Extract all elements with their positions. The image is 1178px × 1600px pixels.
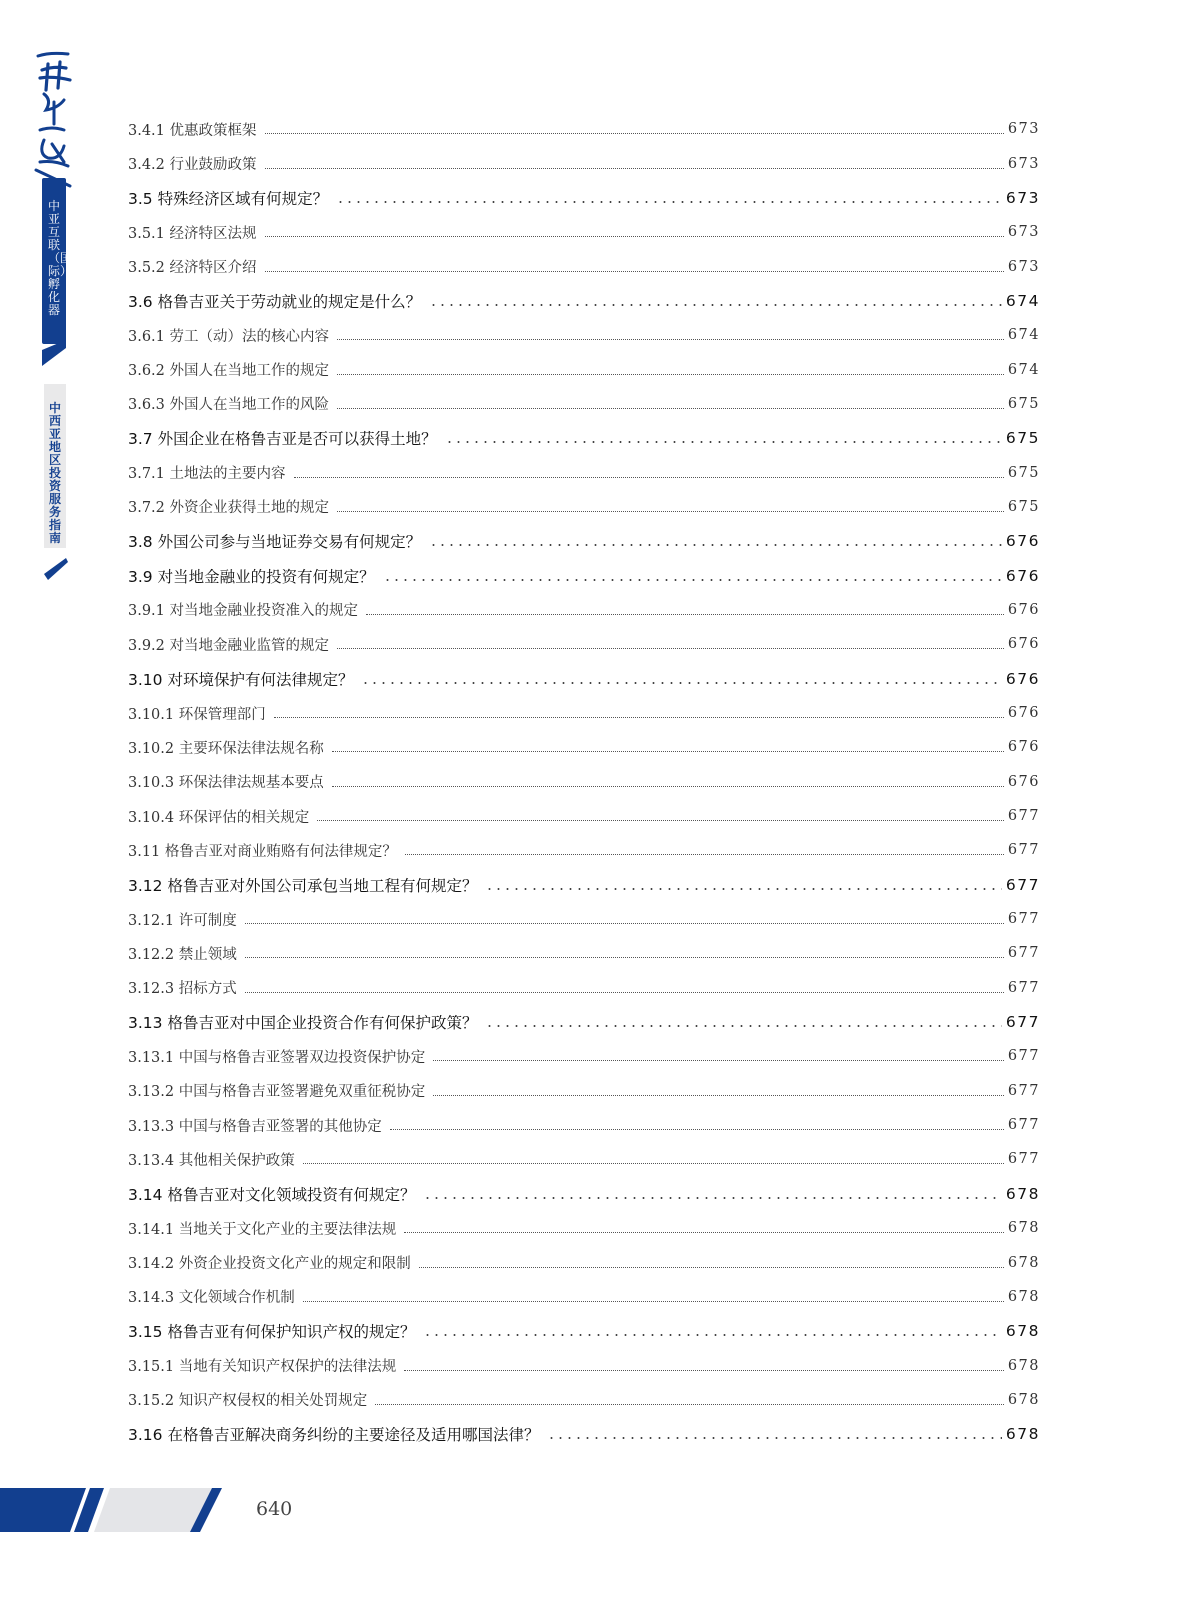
toc-entry[interactable] — [128, 318, 1040, 352]
toc-entry-title: 3.9.2 对当地金融业监管的规定 — [128, 637, 330, 654]
toc-dot-leader — [303, 1300, 1004, 1302]
toc-entry-page: 673 — [1005, 188, 1040, 207]
toc-entry[interactable] — [128, 1074, 1040, 1108]
toc-entry[interactable] — [128, 1383, 1040, 1417]
toc-entry[interactable] — [128, 1142, 1040, 1176]
toc-entry-title: 3.12.2 禁止领域 — [128, 946, 237, 963]
toc-entry-title: 3.13.3 中国与格鲁吉亚签署的其他协定 — [128, 1118, 382, 1135]
toc-entry-title: 3.11 格鲁吉亚对商业贿赂有何法律规定？ — [128, 843, 397, 860]
sidebar-section-guide-text: 中西亚地区投资服务指南 — [49, 401, 62, 545]
toc-entry[interactable] — [128, 146, 1040, 180]
table-of-contents — [128, 112, 1040, 1451]
toc-entry-page: 677 — [1007, 1151, 1040, 1168]
toc-entry-title: 3.16 在格鲁吉亚解决商务纠纷的主要途径及适用哪国法律？ — [128, 1426, 540, 1445]
toc-entry-title: 3.6.2 外国人在当地工作的规定 — [128, 363, 330, 380]
toc-dot-leader — [485, 888, 1001, 890]
toc-entry[interactable] — [128, 936, 1040, 970]
toc-entry-page: 678 — [1007, 1357, 1040, 1374]
toc-entry-title: 3.10.1 环保管理部门 — [128, 706, 266, 723]
toc-entry-title: 3.5.2 经济特区介绍 — [128, 260, 257, 277]
toc-entry-title: 3.15.1 当地有关知识产权保护的法律法规 — [128, 1359, 397, 1376]
toc-dot-leader — [547, 1437, 1001, 1439]
toc-entry[interactable] — [128, 730, 1040, 764]
toc-dot-leader — [375, 1403, 1004, 1405]
toc-entry-page: 676 — [1007, 773, 1040, 790]
sidebar-section-incubator — [42, 178, 73, 344]
toc-entry-title: 3.15 格鲁吉亚有何保护知识产权的规定？ — [128, 1323, 416, 1342]
toc-entry[interactable] — [128, 1039, 1040, 1073]
toc-entry-page: 674 — [1007, 361, 1040, 378]
toc-entry-page: 676 — [1007, 636, 1040, 653]
toc-entry[interactable] — [128, 249, 1040, 283]
toc-entry-page: 674 — [1007, 327, 1040, 344]
toc-entry-page: 678 — [1007, 1391, 1040, 1408]
toc-entry[interactable] — [128, 524, 1040, 558]
toc-entry[interactable] — [128, 799, 1040, 833]
toc-entry[interactable] — [128, 868, 1040, 902]
toc-dot-leader — [332, 750, 1004, 752]
toc-entry-title: 3.5.1 经济特区法规 — [128, 225, 257, 242]
toc-entry[interactable] — [128, 352, 1040, 386]
toc-entry-page: 677 — [1007, 945, 1040, 962]
toc-entry-title: 3.14.2 外资企业投资文化产业的规定和限制 — [128, 1256, 411, 1273]
toc-dot-leader — [337, 373, 1004, 375]
sidebar-section-incubator-text: 中亚互联（国际）孵化器 — [48, 199, 73, 317]
toc-entry-title: 3.7.1 土地法的主要内容 — [128, 466, 286, 483]
toc-entry-page: 676 — [1007, 705, 1040, 722]
toc-dot-leader — [337, 407, 1004, 409]
toc-entry-page: 677 — [1005, 875, 1040, 894]
toc-entry[interactable] — [128, 662, 1040, 696]
toc-entry-title: 3.15.2 知识产权侵权的相关处罚规定 — [128, 1393, 368, 1410]
toc-entry-title: 3.4.2 行业鼓励政策 — [128, 157, 257, 174]
toc-dot-leader — [317, 819, 1004, 821]
toc-entry-title: 3.7.2 外资企业获得土地的规定 — [128, 500, 330, 517]
toc-entry-page: 678 — [1007, 1220, 1040, 1237]
toc-entry-title: 3.12.3 招标方式 — [128, 981, 237, 998]
toc-entry[interactable] — [128, 1348, 1040, 1382]
toc-entry-page: 673 — [1007, 155, 1040, 172]
toc-dot-leader — [332, 785, 1004, 787]
footer-stripe-bar — [0, 1488, 230, 1532]
toc-entry-title: 3.9.1 对当地金融业投资准入的规定 — [128, 603, 359, 620]
toc-entry-title: 3.13.1 中国与格鲁吉亚签署双边投资保护协定 — [128, 1049, 426, 1066]
toc-dot-leader — [337, 647, 1004, 649]
toc-entry-title: 3.6.3 外国人在当地工作的风险 — [128, 397, 330, 414]
toc-entry[interactable] — [128, 284, 1040, 318]
toc-dot-leader — [433, 1094, 1004, 1096]
toc-entry[interactable] — [128, 558, 1040, 592]
toc-entry[interactable] — [128, 902, 1040, 936]
toc-entry[interactable] — [128, 112, 1040, 146]
toc-entry-page: 675 — [1007, 498, 1040, 515]
toc-entry-page: 675 — [1005, 429, 1040, 448]
decorative-slash — [42, 340, 66, 366]
toc-dot-leader — [404, 1369, 1004, 1371]
toc-entry-page: 673 — [1007, 258, 1040, 275]
toc-dot-leader — [336, 201, 1002, 203]
toc-entry-title: 3.12.1 许可制度 — [128, 912, 237, 929]
toc-entry-page: 673 — [1007, 121, 1040, 138]
toc-entry-page: 678 — [1005, 1184, 1040, 1203]
toc-entry[interactable] — [128, 765, 1040, 799]
toc-entry-title: 3.14.1 当地关于文化产业的主要法律法规 — [128, 1221, 397, 1238]
toc-entry-page: 677 — [1007, 808, 1040, 825]
toc-entry[interactable] — [128, 627, 1040, 661]
toc-dot-leader — [419, 1266, 1004, 1268]
toc-entry-page: 678 — [1007, 1254, 1040, 1271]
toc-entry[interactable] — [128, 971, 1040, 1005]
toc-entry-title: 3.6 格鲁吉亚关于劳动就业的规定是什么？ — [128, 292, 422, 311]
toc-entry[interactable] — [128, 1005, 1040, 1039]
toc-dot-leader — [390, 1128, 1004, 1130]
toc-dot-leader — [429, 544, 1002, 546]
toc-entry[interactable] — [128, 1177, 1040, 1211]
toc-entry-page: 678 — [1005, 1322, 1040, 1341]
toc-entry-page: 677 — [1007, 979, 1040, 996]
toc-entry[interactable] — [128, 421, 1040, 455]
toc-dot-leader — [265, 235, 1004, 237]
toc-entry-title: 3.14 格鲁吉亚对文化领域投资有何规定？ — [128, 1185, 416, 1204]
decorative-slash — [44, 548, 70, 580]
toc-entry[interactable] — [128, 387, 1040, 421]
toc-entry-page: 673 — [1007, 224, 1040, 241]
toc-entry-title: 3.4.1 优惠政策框架 — [128, 122, 257, 139]
toc-dot-leader — [383, 579, 1002, 581]
toc-dot-leader — [265, 132, 1004, 134]
toc-dot-leader — [405, 853, 1004, 855]
toc-entry-title: 3.7 外国企业在格鲁吉亚是否可以获得土地？ — [128, 430, 437, 449]
toc-entry-title: 3.13 格鲁吉亚对中国企业投资合作有何保护政策？ — [128, 1014, 478, 1033]
toc-entry[interactable] — [128, 1245, 1040, 1279]
toc-dot-leader — [445, 441, 1002, 443]
toc-entry-page: 676 — [1007, 739, 1040, 756]
toc-entry-page: 677 — [1007, 1117, 1040, 1134]
toc-dot-leader — [294, 476, 1004, 478]
toc-entry-page: 677 — [1005, 1013, 1040, 1032]
page-number: 640 — [256, 1498, 293, 1520]
toc-entry-title: 3.8 外国公司参与当地证券交易有何规定？ — [128, 533, 422, 552]
toc-entry-page: 676 — [1005, 669, 1040, 688]
toc-entry-page: 677 — [1007, 1082, 1040, 1099]
toc-dot-leader — [429, 304, 1002, 306]
toc-entry-title: 3.10.4 环保评估的相关规定 — [128, 809, 310, 826]
toc-entry[interactable] — [128, 833, 1040, 867]
toc-dot-leader — [423, 1334, 1001, 1336]
toc-dot-leader — [265, 270, 1004, 272]
toc-entry-page: 676 — [1007, 601, 1040, 618]
toc-dot-leader — [303, 1162, 1004, 1164]
toc-entry-page: 674 — [1005, 291, 1040, 310]
toc-entry[interactable] — [128, 1417, 1040, 1451]
toc-entry[interactable] — [128, 1108, 1040, 1142]
toc-dot-leader — [245, 922, 1004, 924]
toc-entry[interactable] — [128, 593, 1040, 627]
toc-entry-title: 3.10.3 环保法律法规基本要点 — [128, 775, 324, 792]
toc-entry-title: 3.13.4 其他相关保护政策 — [128, 1152, 295, 1169]
toc-dot-leader — [245, 991, 1004, 993]
toc-dot-leader — [366, 613, 1004, 615]
toc-entry-page: 676 — [1005, 532, 1040, 551]
toc-entry-page: 675 — [1007, 464, 1040, 481]
toc-dot-leader — [337, 510, 1004, 512]
toc-entry[interactable] — [128, 696, 1040, 730]
toc-dot-leader — [485, 1025, 1001, 1027]
toc-entry-title: 3.14.3 文化领域合作机制 — [128, 1290, 295, 1307]
toc-entry[interactable] — [128, 455, 1040, 489]
toc-dot-leader — [361, 682, 1001, 684]
toc-entry-page: 675 — [1007, 395, 1040, 412]
toc-entry-page: 676 — [1005, 566, 1040, 585]
toc-entry-title: 3.6.1 劳工（动）法的核心内容 — [128, 328, 330, 345]
toc-entry-title: 3.9 对当地金融业的投资有何规定？ — [128, 567, 375, 586]
toc-entry[interactable] — [128, 181, 1040, 215]
toc-entry[interactable] — [128, 490, 1040, 524]
toc-entry-title: 3.10.2 主要环保法律法规名称 — [128, 740, 324, 757]
toc-entry-page: 677 — [1007, 911, 1040, 928]
toc-entry[interactable] — [128, 1211, 1040, 1245]
toc-entry-page: 677 — [1007, 1048, 1040, 1065]
toc-entry-page: 677 — [1007, 842, 1040, 859]
toc-entry[interactable] — [128, 1314, 1040, 1348]
toc-entry-title: 3.10 对环境保护有何法律规定？ — [128, 670, 354, 689]
toc-dot-leader — [433, 1059, 1004, 1061]
toc-entry-title: 3.5 特殊经济区域有何规定？ — [128, 189, 329, 208]
belt-and-road-logo — [34, 50, 74, 190]
toc-entry-page: 678 — [1005, 1425, 1040, 1444]
toc-entry[interactable] — [128, 215, 1040, 249]
toc-dot-leader — [265, 167, 1004, 169]
toc-dot-leader — [423, 1197, 1001, 1199]
sidebar-section-guide — [44, 384, 66, 548]
toc-entry[interactable] — [128, 1280, 1040, 1314]
toc-entry-page: 678 — [1007, 1288, 1040, 1305]
toc-entry-title: 3.13.2 中国与格鲁吉亚签署避免双重征税协定 — [128, 1084, 426, 1101]
toc-dot-leader — [245, 956, 1004, 958]
toc-dot-leader — [337, 338, 1004, 340]
toc-dot-leader — [274, 716, 1004, 718]
toc-entry-title: 3.12 格鲁吉亚对外国公司承包当地工程有何规定？ — [128, 876, 478, 895]
toc-dot-leader — [404, 1231, 1004, 1233]
